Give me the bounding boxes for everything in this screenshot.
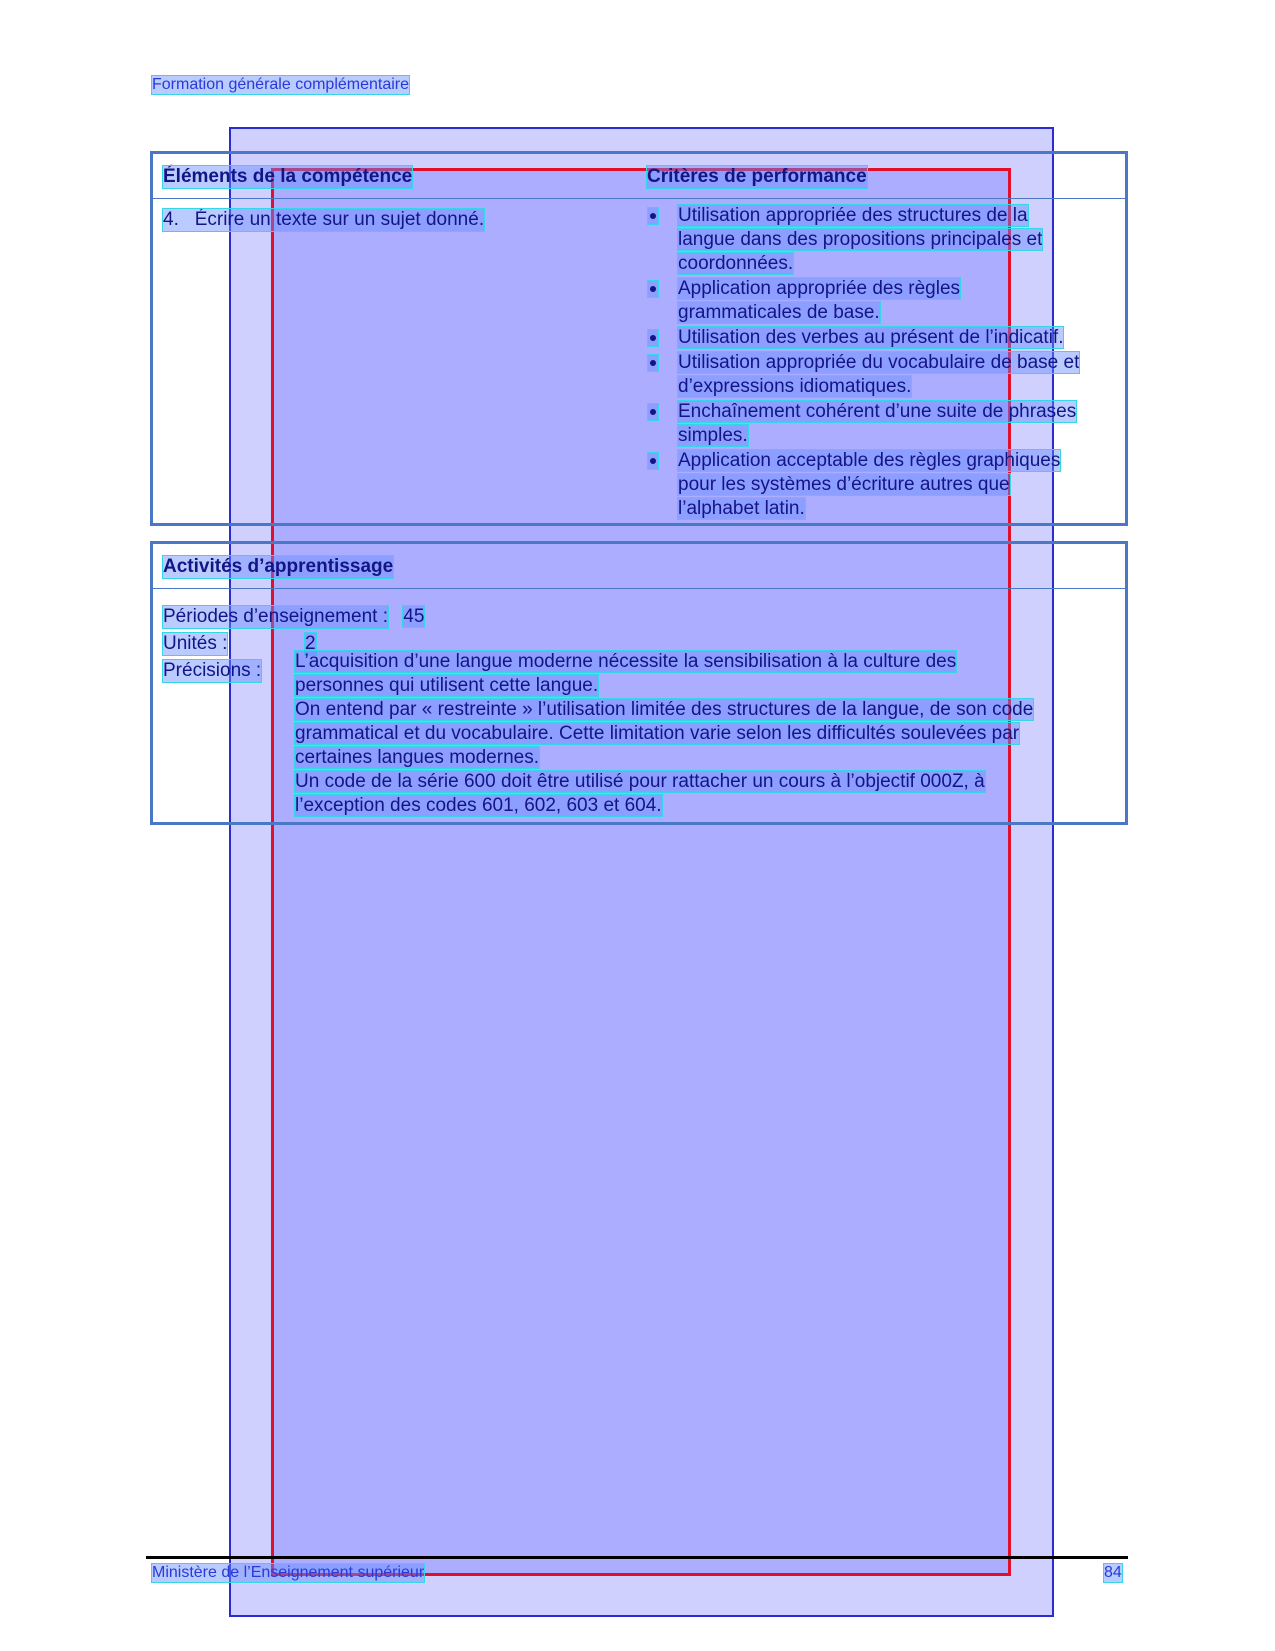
critere-item	[648, 351, 1120, 399]
criteres-list	[648, 204, 1120, 522]
critere-line: Application acceptable des règles graphiques	[678, 450, 1061, 471]
activites-title: Activités d’apprentissage	[163, 556, 394, 577]
periodes-label: Périodes d’enseignement :	[163, 606, 388, 627]
bullet-icon	[648, 453, 658, 469]
bullet-icon	[648, 404, 658, 420]
periodes-value: 45	[403, 606, 425, 627]
critere-line: grammaticales de base.	[678, 302, 880, 323]
footer-rule	[146, 1556, 1128, 1559]
element-text: Écrire un texte sur un sujet donné.	[194, 209, 485, 230]
critere-line: Utilisation des verbes au présent de l’indicatif.	[678, 327, 1064, 348]
precision-line: personnes qui utilisent cette langue.	[295, 675, 599, 696]
page-header: Formation générale complémentaire	[152, 76, 410, 93]
page-number: 84	[1104, 1564, 1122, 1581]
precisions-text	[295, 650, 1107, 818]
critere-item	[648, 449, 1120, 521]
critere-line: langue dans des propositions principales et	[678, 229, 1043, 250]
critere-line: Enchaînement cohérent d’une suite de phrases	[678, 401, 1077, 422]
critere-line: d’expressions idiomatiques.	[678, 376, 912, 397]
element-item	[163, 209, 484, 231]
competence-table-header	[153, 154, 1125, 199]
precision-line: l’exception des codes 601, 602, 603 et 604.	[295, 795, 662, 816]
precision-line: Un code de la série 600 doit être utilisé pour rattacher un cours à l’objectif 000Z, à	[295, 771, 985, 792]
critere-line: pour les systèmes d’écriture autres que	[678, 474, 1010, 495]
bullet-icon	[648, 330, 658, 346]
critere-item	[648, 277, 1120, 325]
bullet-icon	[648, 281, 658, 297]
precisions-row	[163, 660, 261, 682]
element-number: 4.	[163, 209, 179, 230]
precision-line: L’acquisition d’une langue moderne nécessite la sensibilisation à la culture des	[295, 651, 957, 672]
critere-line: Utilisation appropriée du vocabulaire de base et	[678, 352, 1080, 373]
precision-line: certaines langues modernes.	[295, 747, 539, 768]
critere-line: l’alphabet latin.	[678, 498, 805, 519]
precisions-label: Précisions :	[163, 660, 262, 681]
footer-ministry: Ministère de l’Enseignement supérieur	[152, 1564, 425, 1581]
col-header-criteres: Critères de performance	[647, 166, 867, 187]
precision-line: On entend par « restreinte » l’utilisation limitée des structures de la langue, de son code	[295, 699, 1034, 720]
critere-line: Application appropriée des règles	[678, 278, 961, 299]
activites-table	[150, 541, 1128, 825]
bullet-icon	[648, 208, 658, 224]
bullet-icon	[648, 355, 658, 371]
unites-label: Unités :	[163, 633, 228, 654]
critere-line: Utilisation appropriée des structures de la	[678, 205, 1028, 226]
periodes-row	[163, 606, 424, 628]
critere-item	[648, 204, 1120, 276]
critere-item	[648, 326, 1120, 350]
unites-row	[163, 633, 316, 655]
unites-value: 2	[305, 633, 316, 654]
critere-item	[648, 400, 1120, 448]
col-header-elements: Éléments de la compétence	[163, 166, 413, 187]
critere-line: coordonnées.	[678, 253, 794, 274]
activites-header	[153, 544, 1125, 589]
precision-line: grammatical et du vocabulaire. Cette limitation varie selon les difficultés soulevées par	[295, 723, 1020, 744]
critere-line: simples.	[678, 425, 748, 446]
competence-table	[150, 151, 1128, 526]
